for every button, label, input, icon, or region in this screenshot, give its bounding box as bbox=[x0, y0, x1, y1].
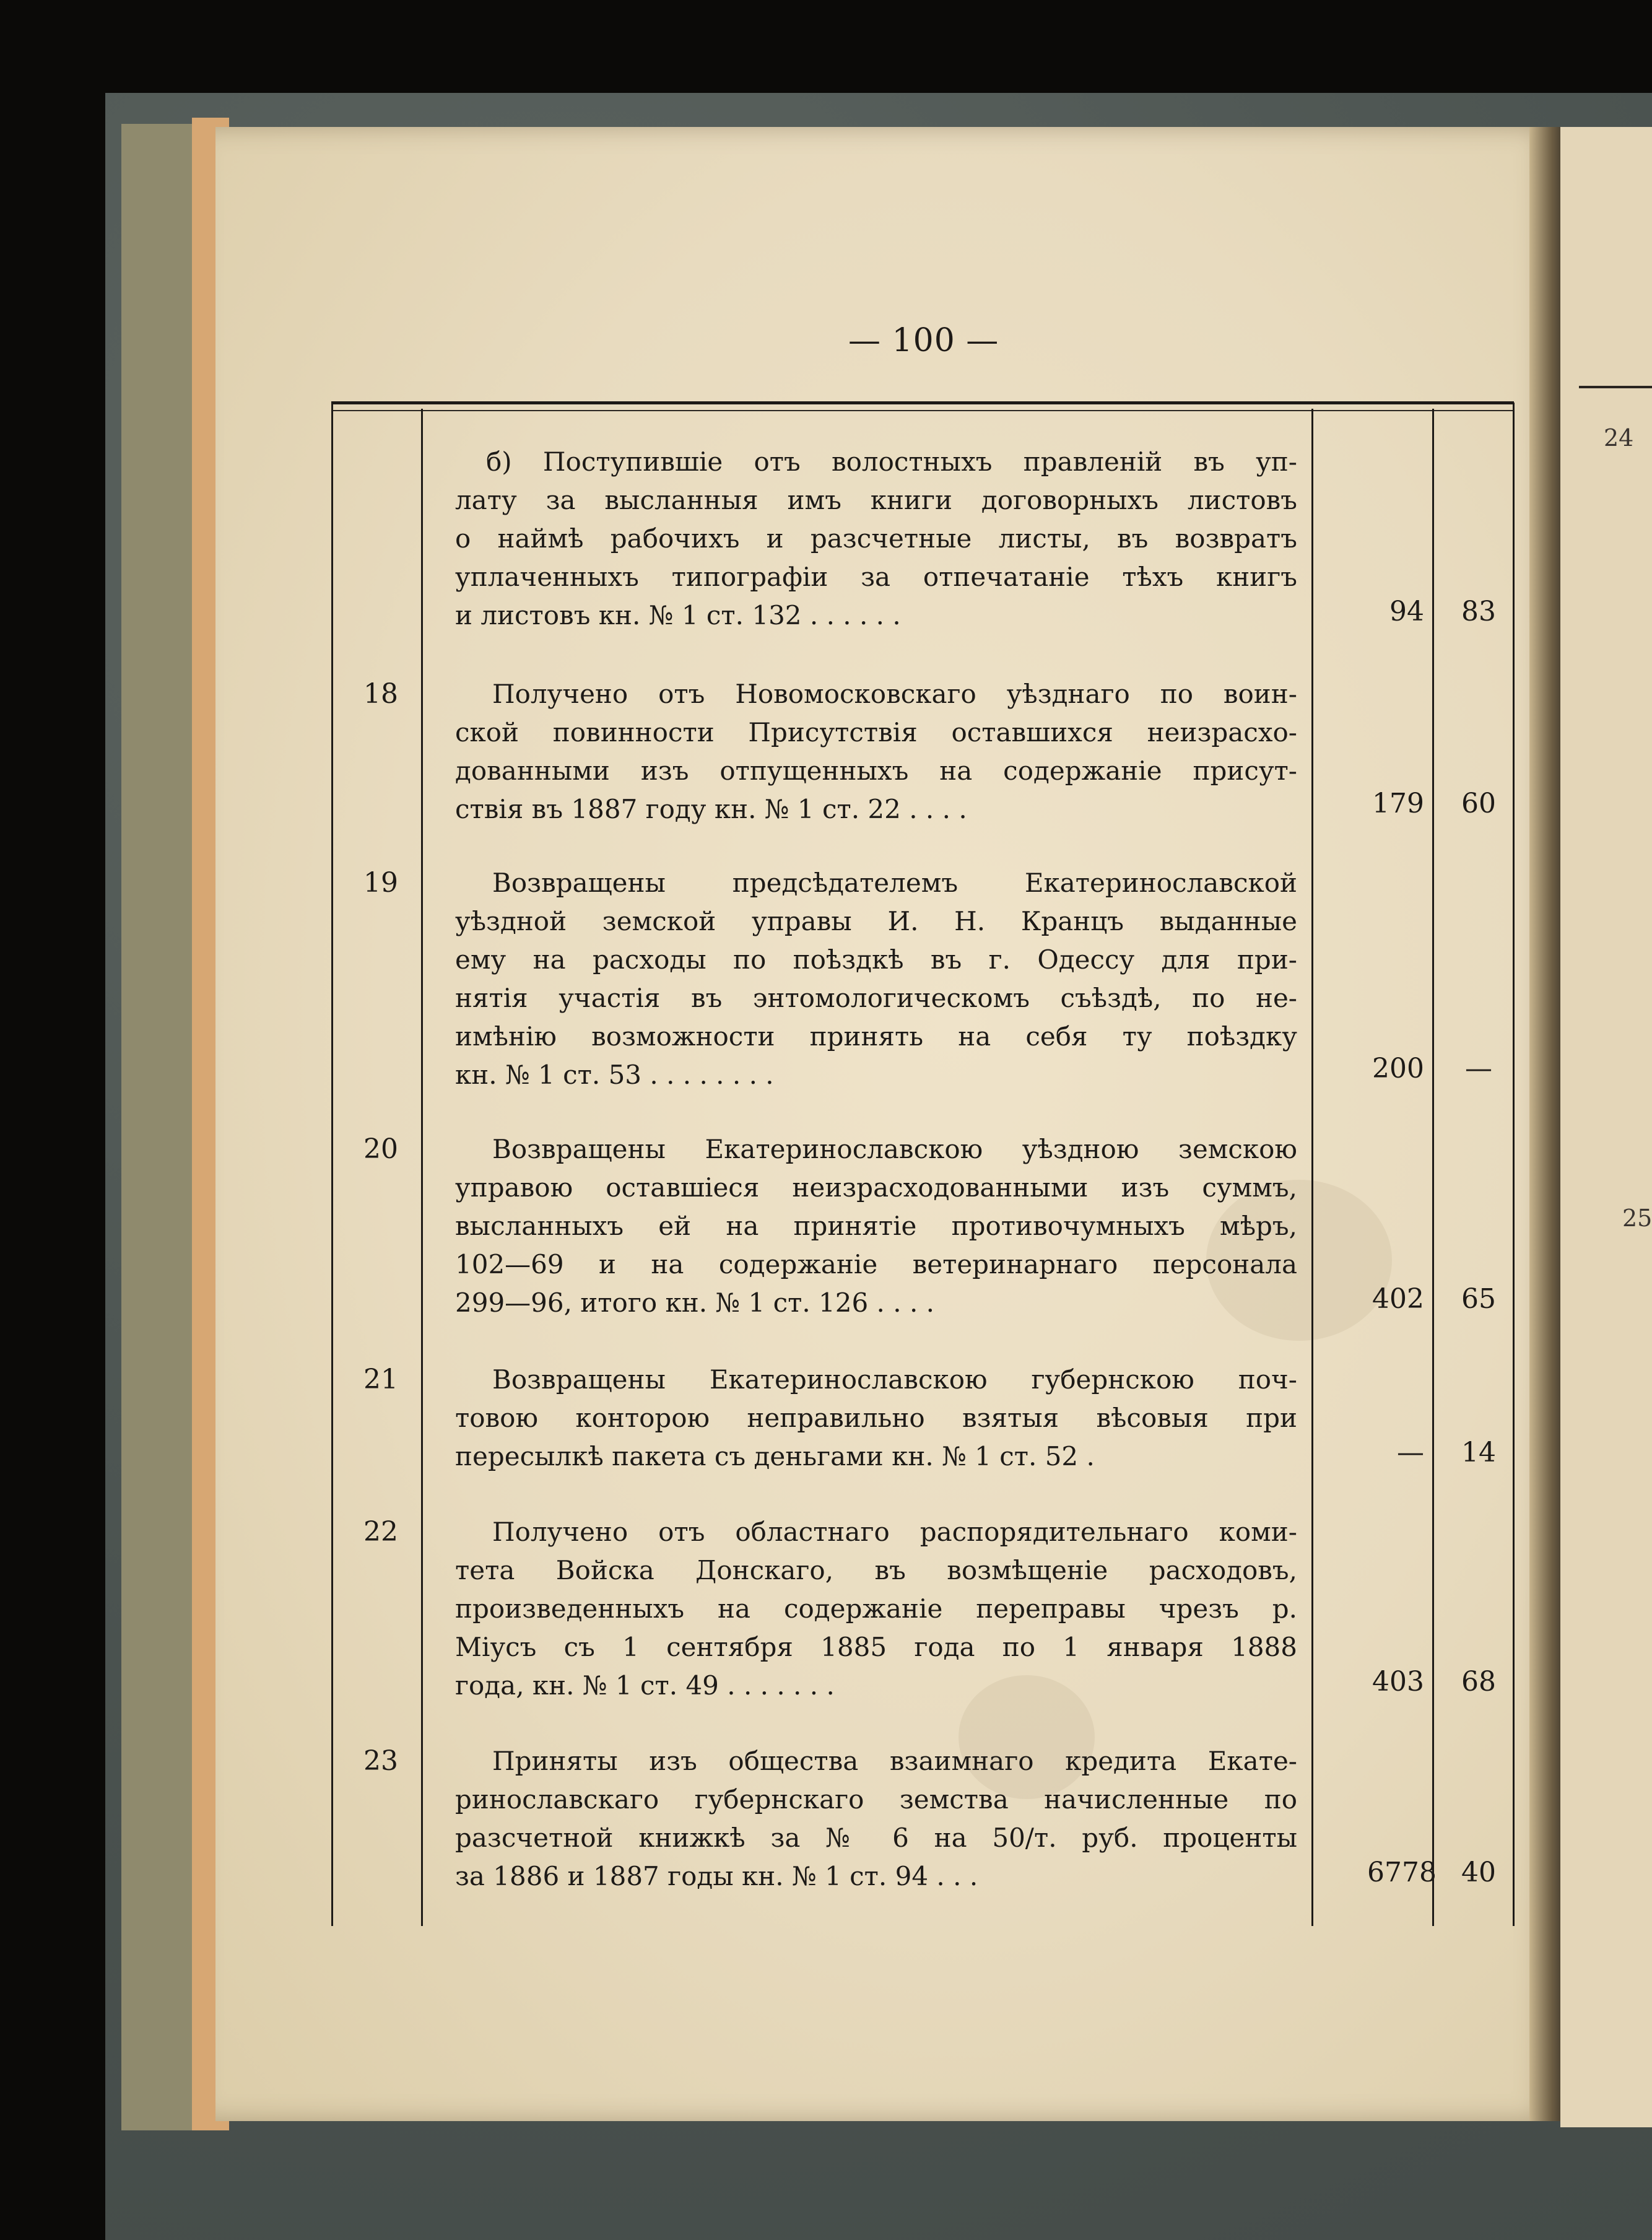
amount-rubles: 179 bbox=[1372, 788, 1424, 819]
entry-line: высланныхъ ей на принятіе противочумныхъ мѣръ, bbox=[455, 1211, 1297, 1241]
entry-number: 22 bbox=[363, 1516, 398, 1548]
entry-number: 21 bbox=[363, 1364, 398, 1395]
entry-line: ствія въ 1887 году кн. № 1 ст. 22 . . . . bbox=[455, 794, 967, 824]
amount-kopecks: 65 bbox=[1461, 1283, 1496, 1315]
amount-kopecks: 40 bbox=[1461, 1857, 1496, 1888]
entry-line: кн. № 1 ст. 53 . . . . . . . . bbox=[455, 1060, 774, 1090]
entry-line: ринославскаго губернскаго земства начисленные по bbox=[455, 1784, 1297, 1815]
table-top-rule bbox=[331, 401, 1514, 404]
amount-kopecks: 83 bbox=[1461, 596, 1496, 627]
entry-line: о наймѣ рабочихъ и разсчетные листы, въ возвратъ bbox=[455, 523, 1297, 554]
entry-line: дованными изъ отпущенныхъ на содержаніе присут- bbox=[455, 756, 1297, 786]
entry-text bbox=[455, 1742, 1297, 1896]
entry-line: Міусъ съ 1 сентября 1885 года по 1 января 1888 bbox=[455, 1632, 1297, 1662]
entry-line: нятія участія въ энтомологическомъ съѣздѣ, по не- bbox=[455, 983, 1297, 1013]
entry-line: Приняты изъ общества взаимнаго кредита Екате- bbox=[492, 1746, 1297, 1776]
entry-line: уѣздной земской управы И. Н. Кранцъ выданные bbox=[455, 906, 1297, 936]
entry-line: лату за высланныя имъ книги договорныхъ листовъ bbox=[455, 485, 1297, 515]
entry-line: ему на расходы по поѣздкѣ въ г. Одессу для при- bbox=[455, 944, 1297, 975]
entry-line: и листовъ кн. № 1 ст. 132 . . . . . . bbox=[455, 600, 901, 630]
amount-kopecks: 60 bbox=[1461, 788, 1496, 819]
text-column-divider bbox=[1311, 409, 1313, 1926]
entry-line: Получено отъ областнаго распорядительнаго коми- bbox=[492, 1517, 1297, 1547]
entry-line: Возвращены предсѣдателемъ Екатеринославской bbox=[492, 868, 1297, 898]
entry-line: б) Поступившіе отъ волостныхъ правленій въ уп- bbox=[486, 447, 1297, 477]
entry-line: ской повинности Присутствія оставшихся неизрасхо- bbox=[455, 717, 1297, 747]
facing-page-rule bbox=[1579, 386, 1652, 388]
amount-kopecks: 68 bbox=[1461, 1666, 1496, 1697]
table-top-rule-thin bbox=[331, 410, 1514, 411]
entry-line: 102—69 и на содержаніе ветеринарнаго персонала bbox=[455, 1249, 1297, 1279]
table-left-border bbox=[331, 403, 333, 1926]
entry-line: товою конторою неправильно взятыя вѣсовыя при bbox=[455, 1403, 1297, 1433]
entry-text bbox=[455, 1361, 1297, 1476]
entry-text bbox=[455, 1130, 1297, 1322]
amount-rubles: 402 bbox=[1372, 1283, 1424, 1315]
entry-line: имѣнію возможности принять на себя ту поѣздку bbox=[455, 1021, 1297, 1052]
entry-number: 18 bbox=[363, 678, 398, 710]
entry-text bbox=[455, 1513, 1297, 1705]
facing-page bbox=[1560, 127, 1652, 2127]
amount-rubles: 200 bbox=[1372, 1053, 1424, 1084]
entry-line: разсчетной книжкѣ за № 6 на 50/т. руб. проценты bbox=[455, 1823, 1297, 1853]
entry-line: за 1886 и 1887 годы кн. № 1 ст. 94 . . . bbox=[455, 1861, 978, 1891]
amount-kopecks: — bbox=[1465, 1053, 1492, 1084]
entry-line: 299—96, итого кн. № 1 ст. 126 . . . . bbox=[455, 1288, 935, 1318]
entry-number: 23 bbox=[363, 1745, 398, 1777]
table-right-border bbox=[1513, 403, 1515, 1926]
entry-line: года, кн. № 1 ст. 49 . . . . . . . bbox=[455, 1670, 835, 1701]
entry-text bbox=[455, 675, 1297, 829]
amount-rubles: — bbox=[1397, 1437, 1424, 1468]
amount-rubles: 94 bbox=[1389, 596, 1424, 627]
amount-rubles: 6778 bbox=[1367, 1857, 1437, 1888]
entry-line: уплаченныхъ типографіи за отпечатаніе тѣхъ книгъ bbox=[455, 562, 1297, 592]
entry-line: Возвращены Екатеринославскою уѣздною земскою bbox=[492, 1134, 1297, 1164]
facing-page-number: 25 bbox=[1622, 1205, 1652, 1232]
rubles-column-divider bbox=[1432, 409, 1434, 1926]
entry-text bbox=[455, 443, 1297, 635]
entry-number: 20 bbox=[363, 1133, 398, 1165]
entry-line: Возвращены Екатеринославскою губернскою поч- bbox=[492, 1364, 1297, 1395]
entry-line: произведенныхъ на содержаніе переправы чрезъ р. bbox=[455, 1593, 1297, 1624]
entry-line: тета Войска Донскаго, въ возмѣщеніе расходовъ, bbox=[455, 1555, 1297, 1585]
entry-line: управою оставшіеся неизрасходованными изъ суммъ, bbox=[455, 1172, 1297, 1203]
facing-page-number: 24 bbox=[1604, 424, 1634, 451]
entry-line: Получено отъ Новомосковскаго уѣзднаго по воин- bbox=[492, 679, 1297, 709]
number-column-divider bbox=[421, 409, 423, 1926]
amount-kopecks: 14 bbox=[1461, 1437, 1496, 1468]
entry-line: пересылкѣ пакета съ деньгами кн. № 1 ст. 52 . bbox=[455, 1441, 1095, 1471]
amount-rubles: 403 bbox=[1372, 1666, 1424, 1697]
entry-number: 19 bbox=[363, 867, 398, 899]
page-number: — 100 — bbox=[848, 322, 999, 359]
entry-text bbox=[455, 864, 1297, 1094]
